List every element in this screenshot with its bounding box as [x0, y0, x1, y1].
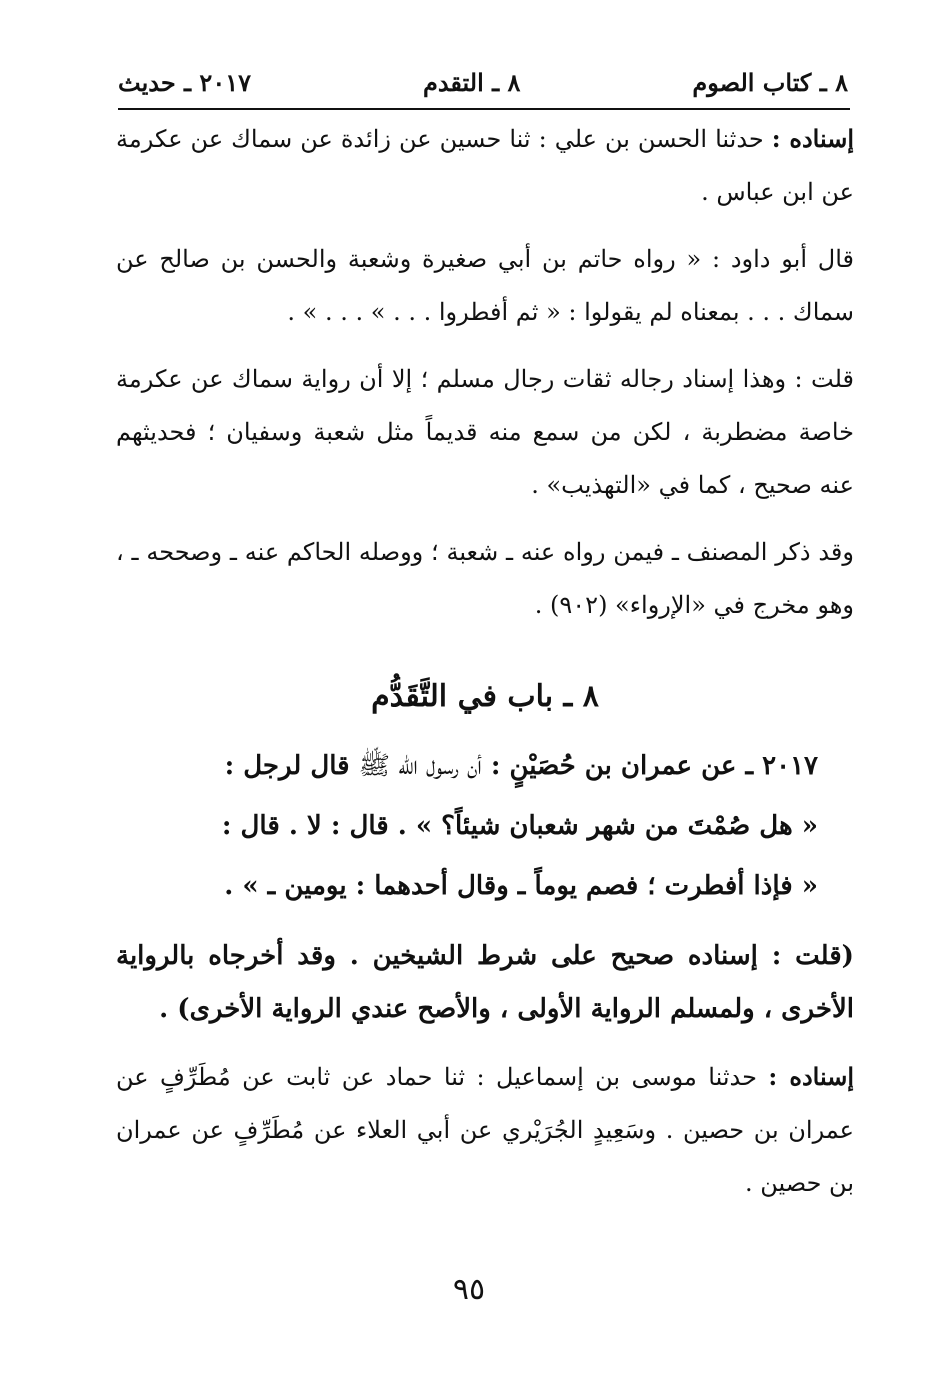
isnad-paragraph-2: [116, 1050, 854, 1210]
header-book-title: ٨ ـ كتاب الصوم: [692, 67, 848, 97]
takhrij-paragraph: وقد ذكر المصنف ـ فيمن رواه عنه ـ شعبة ؛ ووصله الحاكم عنه ـ وصححه ـ ، وهو مخرج في «الإرواء» (٩٠٢) .: [116, 538, 854, 619]
hadith-number-narrator: ٢٠١٧ ـ عن عمران بن حُصَيْنٍ :: [490, 751, 818, 781]
author-comment: (قلت : إسناده صحيح على شرط الشيخين . وقد أخرجاه بالرواية الأخرى ، ولمسلم الرواية الأولى ، والأصح عندي الرواية الأخرى) .: [116, 941, 854, 1024]
grading-paragraph: قلت : وهذا إسناد رجاله ثقات رجال مسلم ؛ إلا أن رواية سماك عن عكرمة خاصة مضطربة ، لكن من سمع منه قديماً مثل شعبة وسفيان ؛ فحديثهم عنه صحيح ، كما في «التهذيب» .: [116, 365, 854, 499]
isnad-label-2: إسناده :: [768, 1062, 854, 1091]
hadith-text: [116, 736, 854, 916]
chapter-heading: ٨ ـ باب في التَّقَدُّم: [371, 679, 599, 714]
header-chapter-title: ٨ ـ التقدم: [422, 67, 521, 97]
isnad-label-1: إسناده :: [771, 124, 854, 153]
hadith-line-1-end: قال لرجل :: [224, 751, 350, 781]
hadith-line-3: « فإذا أفطرت ؛ فصم يوماً ـ وقال أحدهما : يومين ـ » .: [224, 871, 818, 901]
page-number: ٩٥: [452, 1272, 486, 1307]
page-body: [116, 112, 854, 1210]
hadith-line-1: [116, 736, 818, 796]
abu-dawud-note: قال أبو داود : « رواه حاتم بن أبي صغيرة وشعبة والحسن بن صالح عن سماك . . . بمعناه لم يقولوا : « ثم أفطروا . . . » . . . » .: [116, 245, 854, 326]
running-header: [118, 62, 848, 102]
isnad-paragraph-1: [116, 112, 854, 219]
hadith-prophet-mention: أن رسول الله ﷺ: [358, 751, 482, 781]
header-rule: [118, 108, 850, 110]
header-hadith-number: ٢٠١٧ ـ حديث: [118, 67, 251, 97]
hadith-line-2: « هل صُمْتَ من شهر شعبان شيئاً؟ » . قال : لا . قال :: [221, 811, 818, 841]
isnad-text-1: حدثنا الحسن بن علي : ثنا حسين عن زائدة عن سماك عن عكرمة عن ابن عباس .: [116, 125, 854, 206]
isnad-text-2: حدثنا موسى بن إسماعيل : ثنا حماد عن ثابت عن مُطَرِّفٍ عن عمران بن حصين . وسَعِيدٍ الجُرَيْري عن أبي العلاء عن مُطَرِّفٍ عن عمران بن حصين .: [116, 1063, 854, 1197]
